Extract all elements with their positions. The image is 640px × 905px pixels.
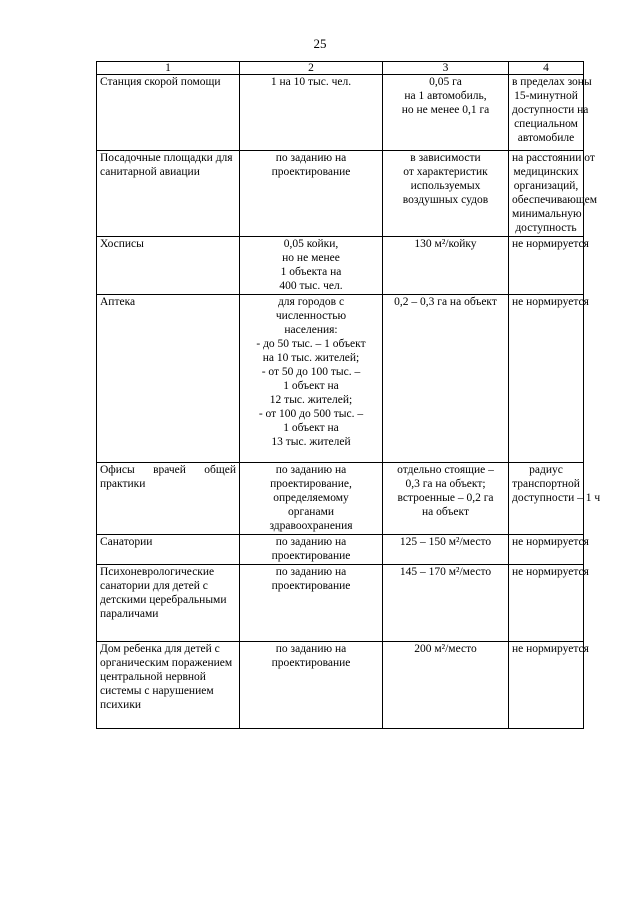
table-cell-col1 [97, 535, 240, 565]
cell-text-line: Аптека [100, 296, 136, 308]
table-cell-col2 [240, 75, 383, 151]
cell-text-line: обеспечивающем [512, 194, 598, 206]
cell-text-line: Офисы врачей общей практики [100, 464, 236, 490]
cell-text-line: 1 на 10 тыс. чел. [270, 76, 352, 88]
table-cell-col3 [383, 642, 509, 729]
column-header: 3 [383, 62, 509, 75]
cell-text-line: по заданию на [275, 643, 347, 655]
table-cell-col4 [509, 535, 589, 565]
cell-text-line: на 1 автомобиль, [404, 90, 487, 102]
table-cell-col1 [97, 295, 240, 463]
cell-text-line: но не менее [282, 252, 340, 264]
table-cell-col2 [240, 237, 383, 295]
table-cell-col4 [509, 463, 601, 535]
cell-text-line: 13 тыс. жителей [271, 436, 351, 448]
cell-text-line: по заданию на [275, 152, 347, 164]
cell-text-line: органами [287, 506, 334, 518]
table-row [97, 237, 584, 295]
table-cell-col2 [240, 151, 383, 237]
cell-text-line: 130 м²/койку [414, 238, 477, 250]
cell-text-line: организаций, [513, 180, 579, 192]
cell-text-line: от характеристик [403, 166, 488, 178]
table-cell-col4 [509, 75, 592, 151]
cell-text-line: - от 50 до 100 тыс. – [261, 366, 361, 378]
cell-text-line: 145 – 170 м²/место [399, 566, 492, 578]
cell-text-line: на 10 тыс. жителей; [262, 352, 360, 364]
cell-text-line: по заданию на [275, 536, 347, 548]
cell-text-line: - до 50 тыс. – 1 объект [256, 338, 366, 350]
table-cell-col4 [509, 237, 589, 295]
cell-text-line: проектирование [271, 580, 351, 592]
cell-text-line: доступности на [512, 104, 589, 116]
table-cell-col2 [240, 565, 383, 642]
cell-text-line: по заданию на [275, 464, 347, 476]
column-header: 1 [97, 62, 240, 75]
cell-text-line: встроенные – 0,2 га [397, 492, 494, 504]
cell-text-line: определяемому [273, 492, 349, 504]
norms-table [96, 61, 601, 729]
cell-text-line: Посадочные площадки для санитарной авиации [100, 152, 233, 178]
cell-text-line: проектирование, [270, 478, 352, 490]
cell-text-line: но не менее 0,1 га [401, 104, 490, 116]
cell-text-line: Психоневрологические санатории для детей с детскими церебральными параличами [100, 566, 227, 620]
cell-text-line: 0,05 койки, [283, 238, 339, 250]
table-cell-col3 [383, 75, 509, 151]
table-cell-col3 [383, 535, 509, 565]
table-row [97, 295, 584, 463]
cell-text-line: здравоохранения [269, 520, 353, 532]
table-cell-col2 [240, 642, 383, 729]
cell-text-line: 200 м²/место [414, 643, 477, 655]
table-row [97, 565, 584, 642]
table-row [97, 75, 584, 151]
cell-text-line: медицинских [513, 166, 579, 178]
cell-text-line: в зависимости [410, 152, 481, 164]
cell-text-line: 0,2 – 0,3 га на объект [394, 296, 497, 308]
cell-text-line: не нормируется [512, 566, 589, 578]
cell-text-line: Станция скорой помощи [100, 76, 221, 88]
cell-text-line: специальном [514, 118, 578, 130]
cell-text-line: доступность [515, 222, 577, 234]
cell-text-line: 125 – 150 м²/место [399, 536, 492, 548]
cell-text-line: не нормируется [512, 536, 589, 548]
table-header-row [97, 62, 584, 75]
cell-text-line: автомобиле [517, 132, 575, 144]
cell-text-line: на расстоянии от [512, 152, 595, 164]
cell-text-line: в пределах зоны [512, 76, 592, 88]
table-cell-col2 [240, 535, 383, 565]
table-row [97, 535, 584, 565]
page-number: 25 [313, 36, 327, 51]
table-cell-col4 [509, 151, 598, 237]
table-cell-col1 [97, 75, 240, 151]
table-cell-col3 [383, 237, 509, 295]
column-header: 2 [240, 62, 383, 75]
cell-text-line: проектирование [271, 657, 351, 669]
table-cell-col1 [97, 151, 240, 237]
cell-text-line: минимальную [512, 208, 582, 220]
table-cell-col1 [97, 463, 240, 535]
cell-text-line: проектирование [271, 166, 351, 178]
cell-text-line: - от 100 до 500 тыс. – [258, 408, 364, 420]
cell-text-line: 12 тыс. жителей; [269, 394, 353, 406]
cell-text-line: не нормируется [512, 238, 589, 250]
table-cell-col4 [509, 295, 589, 463]
cell-text-line: доступности – 1 ч [512, 492, 601, 504]
cell-text-line: Санатории [100, 536, 153, 548]
cell-text-line: используемых [410, 180, 481, 192]
cell-text-line: воздушных судов [402, 194, 489, 206]
cell-text-line: численностью [275, 310, 347, 322]
table-cell-col3 [383, 295, 509, 463]
cell-text-line: отдельно стоящие – [397, 464, 494, 476]
table-cell-col3 [383, 565, 509, 642]
table-cell-col1 [97, 642, 240, 729]
cell-text-line: транспортной [512, 478, 580, 490]
cell-text-line: 1 объекта на [280, 266, 342, 278]
cell-text-line: для городов с [277, 296, 345, 308]
table-cell-col3 [383, 463, 509, 535]
cell-text-line: 0,3 га на объект; [405, 478, 486, 490]
cell-text-line: радиус [529, 464, 563, 476]
column-header: 4 [509, 62, 584, 75]
table-cell-col1 [97, 565, 240, 642]
cell-text-line: 0,05 га [429, 76, 462, 88]
table-cell-col4 [509, 642, 589, 729]
table-row [97, 463, 584, 535]
cell-text-line: 1 объект на [283, 380, 339, 392]
cell-text-line: проектирование [271, 550, 351, 562]
table-cell-col2 [240, 463, 383, 535]
table-row [97, 151, 584, 237]
table-cell-col3 [383, 151, 509, 237]
cell-text-line: населения: [284, 324, 338, 336]
table-cell-col4 [509, 565, 589, 642]
cell-text-line: не нормируется [512, 643, 589, 655]
cell-text-line: 15-минутной [514, 90, 578, 102]
table-row [97, 642, 584, 729]
table-cell-col1 [97, 237, 240, 295]
cell-text-line: Дом ребенка для детей с органическим поражением центральной нервной системы с нарушением психики [100, 643, 233, 711]
cell-text-line: по заданию на [275, 566, 347, 578]
cell-text-line: не нормируется [512, 296, 589, 308]
cell-text-line: 1 объект на [283, 422, 339, 434]
cell-text-line: 400 тыс. чел. [279, 280, 343, 292]
cell-text-line: Хосписы [100, 238, 144, 250]
cell-text-line: на объект [422, 506, 469, 518]
table-cell-col2 [240, 295, 383, 463]
